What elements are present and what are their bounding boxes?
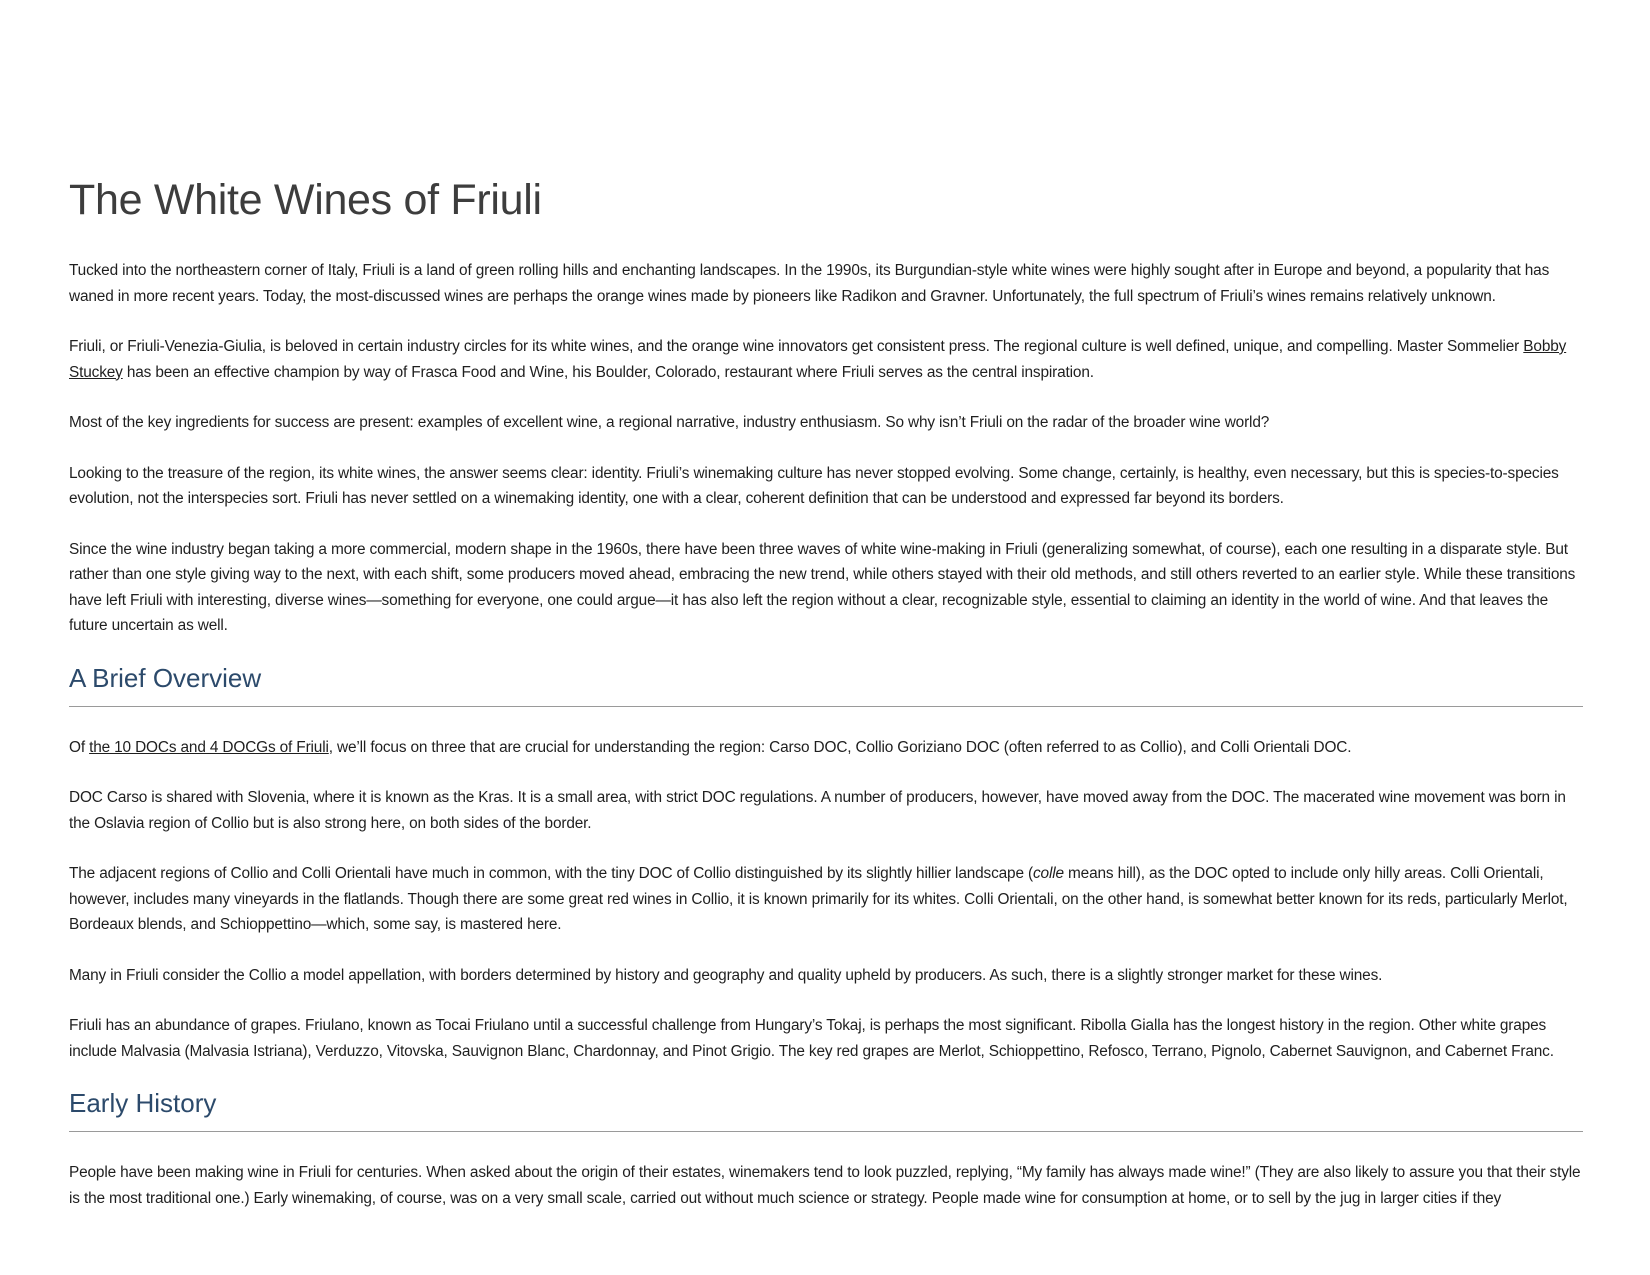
paragraph-2-text-after: has been an effective champion by way of Frasca Food and Wine, his Boulder, Colorado, restaurant where Friuli serves as the central inspiration. — [122, 363, 1094, 381]
overview-paragraph-4: Many in Friuli consider the Collio a model appellation, with borders determined by history and geography and quality upheld by producers. As such, there is a slightly stronger market for these wines. — [69, 966, 1383, 984]
overview-p1-text-after: , we’ll focus on three that are crucial for understanding the region: Carso DOC, Collio Goriziano DOC (often referred to as Collio), and Colli Orientali DOC. — [328, 738, 1352, 756]
overview-paragraph-5: Friuli has an abundance of grapes. Friulano, known as Tocai Friulano until a successful challenge from Hungary’s Tokaj, is perhaps the most significant. Ribolla Gialla has the longest history in the region. Other white grapes include Malvasia (Malvasia Istriana), Verduzzo, Vitovska, Sauvignon Blanc, Chardonnay, and Pinot Grigio. The key red grapes are Merlot, Schioppettino, Refosco, Terrano, Pignolo, Cabernet Sauvignon, and Cabernet Franc. — [69, 1017, 1554, 1060]
overview-paragraph-3 — [69, 861, 1583, 938]
docs-docgs-link[interactable]: the 10 DOCs and 4 DOCGs of Friuli — [89, 738, 329, 756]
paragraph-2 — [69, 334, 1583, 385]
page-title: The White Wines of Friuli — [69, 176, 542, 224]
overview-paragraph-1 — [69, 735, 1583, 761]
overview-p1-text-before: Of — [69, 738, 90, 756]
colle-emphasis: colle — [1032, 865, 1064, 882]
overview-p3-text-after: means hill), as the DOC opted to include only hilly areas. Colli Orientali, however, includes many vineyards in the flatlands. Though there are some great red wines in Collio, it is known primarily for its whites. Colli Orientali, on the other hand, is somewhat better known for its reds, particularly Merlot, Bordeaux blends, and Schioppettino—which, some say, is mastered here. — [69, 865, 1568, 933]
section-heading-overview: A Brief Overview — [69, 662, 1583, 707]
section-heading-early-history: Early History — [69, 1087, 1583, 1132]
paragraph-2-text-before: Friuli, or Friuli-Venezia-Giulia, is beloved in certain industry circles for its white wines, and the orange wine innovators get consistent press. The regional culture is well defined, unique, and compelling. Master Sommelier — [69, 338, 1524, 355]
overview-paragraph-2: DOC Carso is shared with Slovenia, where it is known as the Kras. It is a small area, with strict DOC regulations. A number of producers, however, have moved away from the DOC. The macerated wine movement was born in the Oslavia region of Collio but is also strong here, on both sides of the border. — [69, 789, 1566, 832]
overview-p3-text-before: The adjacent regions of Collio and Colli Orientali have much in common, with the tiny DOC of Collio distinguished by its slightly hillier landscape ( — [69, 865, 1033, 882]
paragraph-3: Most of the key ingredients for success are present: examples of excellent wine, a regional narrative, industry enthusiasm. So why isn’t Friuli on the radar of the broader wine world? — [69, 414, 1270, 431]
paragraph-4: Looking to the treasure of the region, its white wines, the answer seems clear: identity. Friuli’s winemaking culture has never stopped evolving. Some change, certainly, is healthy, even necessary, but this is species-to-species evolution, not the interspecies sort. Friuli has never settled on a winemaking identity, one with a clear, coherent definition that can be understood and expressed far beyond its borders. — [69, 464, 1559, 507]
paragraph-5: Since the wine industry began taking a more commercial, modern shape in the 1960s, there have been three waves of white wine-making in Friuli (generalizing somewhat, of course), each one resulting in a disparate style. But rather than one style giving way to the next, with each shift, some producers moved ahead, embracing the new trend, while others stayed with their old methods, and still others reverted to an earlier style. While these transitions have left Friuli with interesting, diverse wines—something for everyone, one could argue—it has also left the region without a clear, recognizable style, essential to claiming an identity in the world of wine. And that leaves the future uncertain as well. — [69, 540, 1576, 634]
history-paragraph-1: People have been making wine in Friuli for centuries. When asked about the origin of their estates, winemakers tend to look puzzled, replying, “My family has always made wine!” (They are also likely to assure you that their style is the most traditional one.) Early winemaking, of course, was on a very small scale, carried out without much science or strategy. People made wine for consumption at home, or to sell by the jug in larger cities if they — [69, 1164, 1581, 1207]
article — [69, 172, 1583, 1236]
bobby-stuckey-link[interactable]: Bobby Stuckey — [69, 338, 1567, 381]
intro-paragraph: Tucked into the northeastern corner of Italy, Friuli is a land of green rolling hills and enchanting landscapes. In the 1990s, its Burgundian-style white wines were highly sought after in Europe and beyond, a popularity that has waned in more recent years. Today, the most-discussed wines are perhaps the orange wines made by pioneers like Radikon and Gravner. Unfortunately, the full spectrum of Friuli’s wines remains relatively unknown. — [69, 262, 1550, 305]
